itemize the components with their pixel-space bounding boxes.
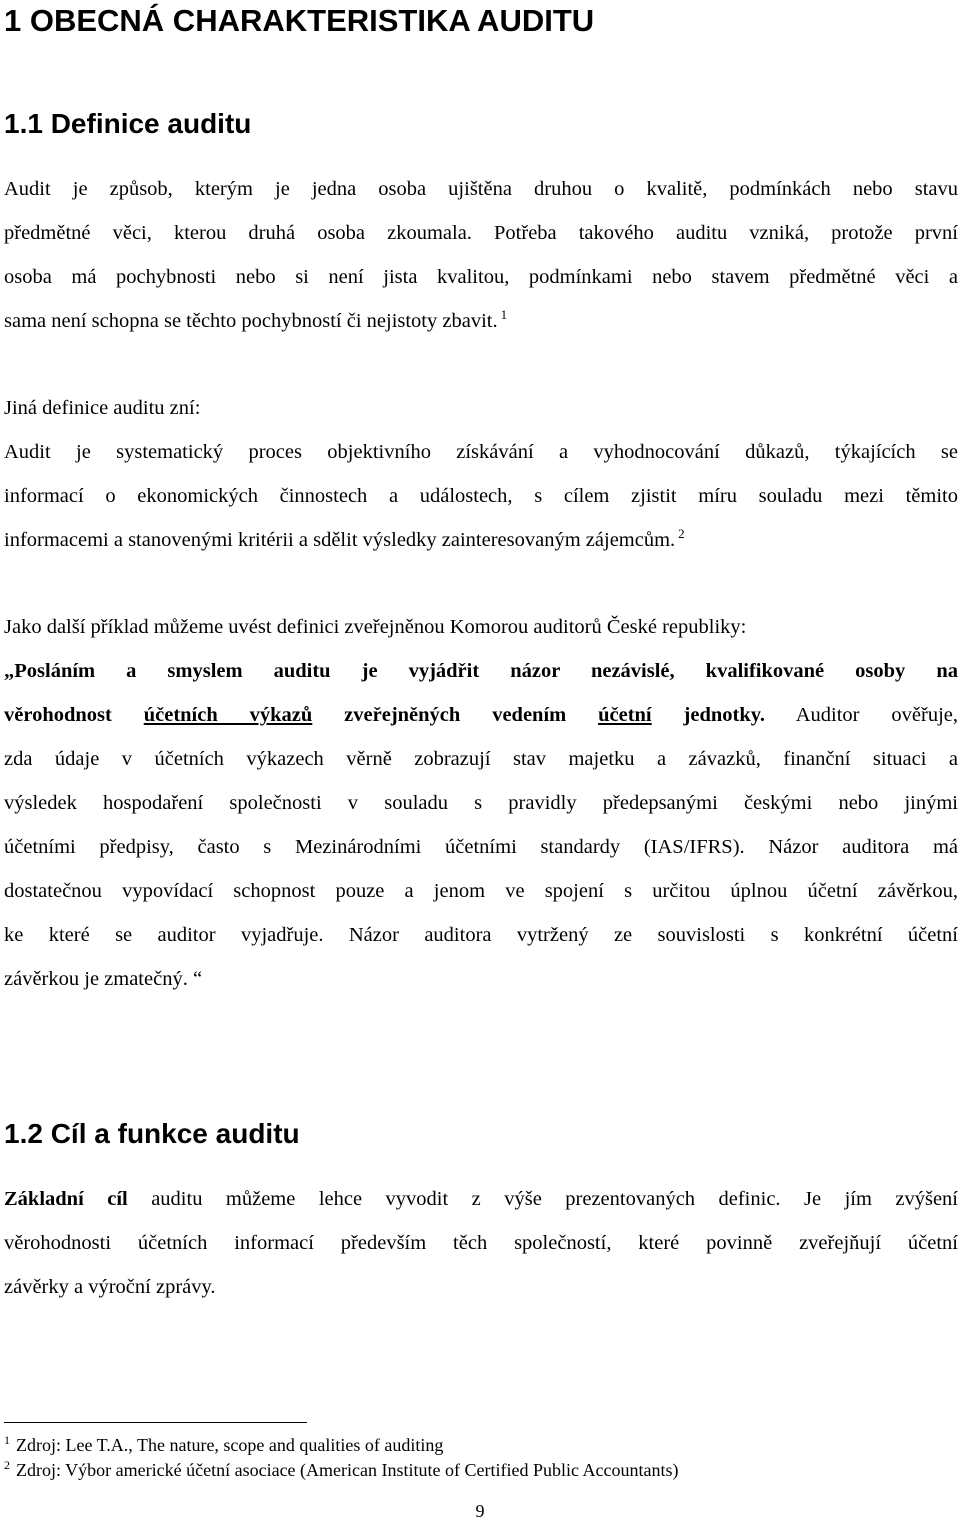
- footnote-ref-1: 1: [500, 307, 508, 323]
- text-line: Audit je systematický proces objektivního získávání a vyhodnocování důkazů, týkajících se: [4, 441, 958, 463]
- text-line: závěrky a výroční zprávy.: [4, 1276, 216, 1298]
- text-line: zda údaje v účetních výkazech věrně zobrazují stav majetku a závazků, finanční situaci a: [4, 748, 958, 770]
- text-line: [4, 1177, 958, 1221]
- text-line: dostatečnou vypovídací schopnost pouze a jenom ve spojení s určitou úplnou účetní závěrkou,: [4, 880, 958, 902]
- text-line: závěrkou je zmatečný. “: [4, 968, 203, 990]
- footnote-number: 2: [4, 1458, 10, 1472]
- text-line: [4, 299, 958, 343]
- text-line: Jiná definice auditu zní:: [4, 397, 201, 419]
- footnote-number: 1: [4, 1433, 10, 1447]
- text-line: věrohodnosti účetních informací především těch společností, které povinně zveřejňují účetní: [4, 1232, 958, 1254]
- paragraph-alternative-definition: [4, 386, 958, 562]
- text-line-content: sama není schopna se těchto pochybností či nejistoty zbavit.: [4, 310, 498, 332]
- text-line: [4, 693, 958, 737]
- bold-underlined-text: účetní: [598, 704, 652, 726]
- bold-text: zveřejněných vedením: [312, 704, 599, 726]
- text-line: ke které se auditor vyjadřuje. Názor auditora vytržený ze souvislosti s konkrétní účetní: [4, 924, 958, 946]
- section-heading-1-1: 1.1 Definice auditu: [4, 108, 252, 139]
- text-line: Jako další příklad můžeme uvést definici zveřejněnou Komorou auditorů České republiky:: [4, 616, 747, 638]
- text-line-bold: „Posláním a smyslem auditu je vyjádřit názor nezávislé, kvalifikované osoby na: [4, 660, 958, 682]
- bold-text: věrohodnost: [4, 704, 144, 726]
- text-line: Audit je způsob, kterým je jedna osoba ujištěna druhou o kvalitě, podmínkách nebo stavu: [4, 178, 958, 200]
- text-line-content: informacemi a stanovenými kritérii a sdělit výsledky zainteresovaným zájemcům.: [4, 529, 676, 551]
- text-line: osoba má pochybnosti nebo si není jista kvalitou, podmínkami nebo stavem předmětné věci a: [4, 266, 958, 288]
- text-line-content: Auditor ověřuje,: [764, 704, 958, 726]
- paragraph-audit-definition: [4, 167, 958, 343]
- page-number: 9: [475, 1501, 485, 1521]
- footnote-ref-2: 2: [678, 526, 685, 542]
- bold-text: Základní cíl: [4, 1188, 128, 1210]
- section-heading-1-2: 1.2 Cíl a funkce auditu: [4, 1118, 300, 1149]
- text-line-content: auditu můžeme lehce vyvodit z výše prezentovaných definic. Je jím zvýšení: [127, 1188, 958, 1210]
- footnote-1: [4, 1433, 443, 1457]
- text-line: výsledek hospodaření společnosti v souladu s pravidly předepsanými českými nebo jinými: [4, 792, 958, 814]
- paragraph-chamber-definition: [4, 605, 958, 1001]
- footnote-2: [4, 1458, 678, 1482]
- paragraph-audit-goal: [4, 1177, 958, 1309]
- text-line: informací o ekonomických činnostech a událostech, s cílem zjistit míru souladu mezi těmito: [4, 485, 958, 507]
- text-line: účetními předpisy, často s Mezinárodními účetními standardy (IAS/IFRS). Názor auditora má: [4, 836, 958, 858]
- bold-underlined-text: účetních výkazů: [143, 704, 313, 726]
- footnote-text: Zdroj: Lee T.A., The nature, scope and qualities of auditing: [16, 1435, 444, 1455]
- footnote-separator: [4, 1422, 307, 1423]
- text-line: [4, 518, 958, 562]
- bold-text: jednotky.: [651, 704, 765, 726]
- chapter-heading: 1 OBECNÁ CHARAKTERISTIKA AUDITU: [4, 3, 595, 38]
- footnote-text: Zdroj: Výbor americké účetní asociace (American Institute of Certified Public Accountants): [16, 1460, 679, 1480]
- text-line: předmětné věci, kterou druhá osoba zkoumala. Potřeba takového auditu vzniká, protože první: [4, 222, 958, 244]
